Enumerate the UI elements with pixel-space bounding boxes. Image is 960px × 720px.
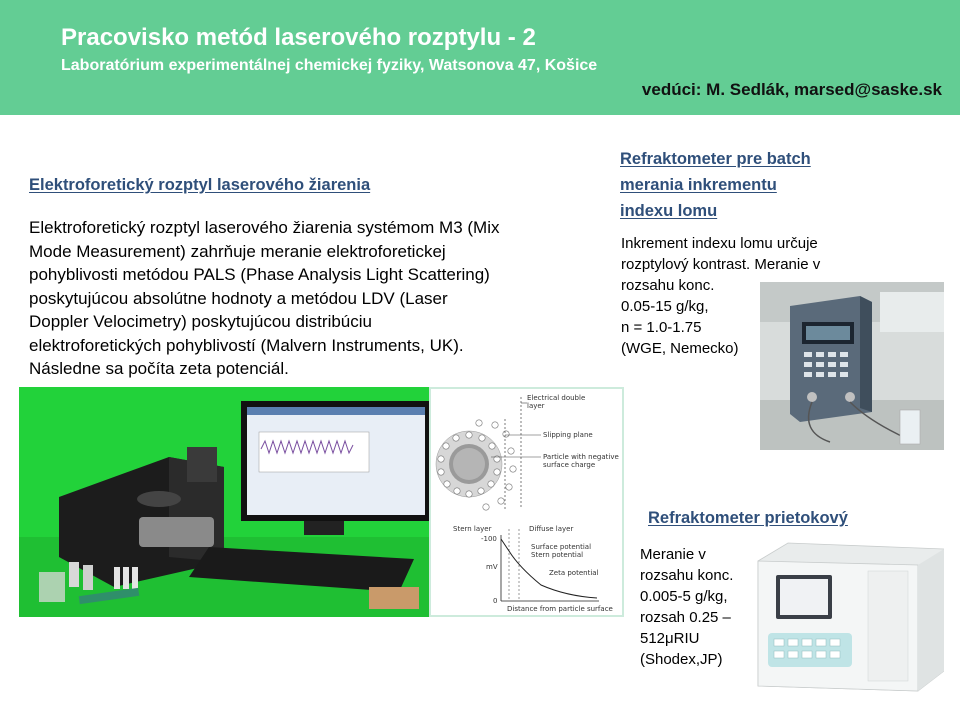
label-particle-line1: Particle with negative <box>543 453 619 461</box>
zetasizer-photo <box>19 387 429 617</box>
refractometer-batch-photo <box>760 282 944 450</box>
label-x-axis: Distance from particle surface <box>507 605 613 613</box>
page-subtitle: Laboratórium experimentálnej chemickej fyziky, Watsonova 47, Košice <box>61 57 598 74</box>
text-line: Inkrement indexu lomu určuje <box>621 235 818 252</box>
text-line: rozsahu konc. <box>640 567 734 584</box>
text-line: Elektroforetický rozptyl laserového žiarenia systémom M3 (Mix <box>29 218 500 237</box>
refractometer-flow-heading: Refraktometer prietokový <box>648 509 848 527</box>
label-double-layer-line1: Electrical double <box>527 394 586 402</box>
electrophoretic-heading: Elektroforetický rozptyl laserového žiarenia <box>29 176 371 194</box>
text-line: Následne sa počíta zeta potenciál. <box>29 359 289 378</box>
double-layer-diagram <box>429 387 624 617</box>
heading-line: merania inkrementu <box>620 176 777 194</box>
text-line: rozptylový kontrast. Meranie v <box>621 256 821 273</box>
text-line: Mode Measurement) zahrňuje meranie elektroforetickej <box>29 241 446 261</box>
label-zeta-potential: Zeta potential <box>549 569 599 577</box>
label-y-unit: mV <box>486 563 498 571</box>
heading-line: indexu lomu <box>620 202 718 220</box>
electrophoretic-text <box>29 216 589 381</box>
text-line: Doppler Velocimetry) poskytujúcou distribúciu <box>29 312 372 331</box>
text-line: 0.05-15 g/kg, <box>621 298 709 315</box>
label-y-zero: 0 <box>493 597 498 605</box>
label-stern-potential: Stern potential <box>531 551 584 559</box>
refractometer-flow-photo <box>748 541 944 693</box>
text-line: (Shodex,JP) <box>640 651 723 668</box>
page-title: Pracovisko metód laserového rozptylu - 2 <box>61 24 536 51</box>
label-surface-potential: Surface potential <box>531 543 592 551</box>
label-particle-line2: surface charge <box>543 461 596 469</box>
text-line: elektroforetických pohyblivostí (Malvern Instruments, UK). <box>29 335 464 355</box>
refractometer-flow-text <box>640 544 733 670</box>
text-line: rozsahu konc. <box>621 277 715 294</box>
refractometer-batch-heading <box>620 146 811 224</box>
label-particle <box>543 453 621 469</box>
text-line: Meranie v <box>640 546 706 563</box>
header-banner <box>0 0 960 115</box>
text-line: rozsah 0.25 – <box>640 609 731 626</box>
leader-contact: vedúci: M. Sedlák, marsed@saske.sk <box>641 80 942 99</box>
label-stern-layer: Stern layer <box>453 525 492 533</box>
heading-line: Refraktometer pre batch <box>620 150 811 168</box>
label-double-layer-line2: layer <box>527 402 545 410</box>
text-line: pohyblivosti metódou PALS (Phase Analysis Light Scattering) <box>29 265 490 284</box>
text-line: 0.005-5 g/kg, <box>640 588 728 605</box>
text-line: (WGE, Nemecko) <box>621 340 739 357</box>
text-line: n = 1.0-1.75 <box>621 319 702 336</box>
text-line: 512μRIU <box>640 630 700 647</box>
label-double-layer <box>527 394 588 410</box>
label-diffuse-layer: Diffuse layer <box>529 525 574 533</box>
label-slipping-plane: Slipping plane <box>543 431 593 439</box>
text-line: poskytujúcou absolútne hodnoty a metódou LDV (Laser <box>29 288 448 308</box>
label-y-top: -100 <box>481 535 497 543</box>
